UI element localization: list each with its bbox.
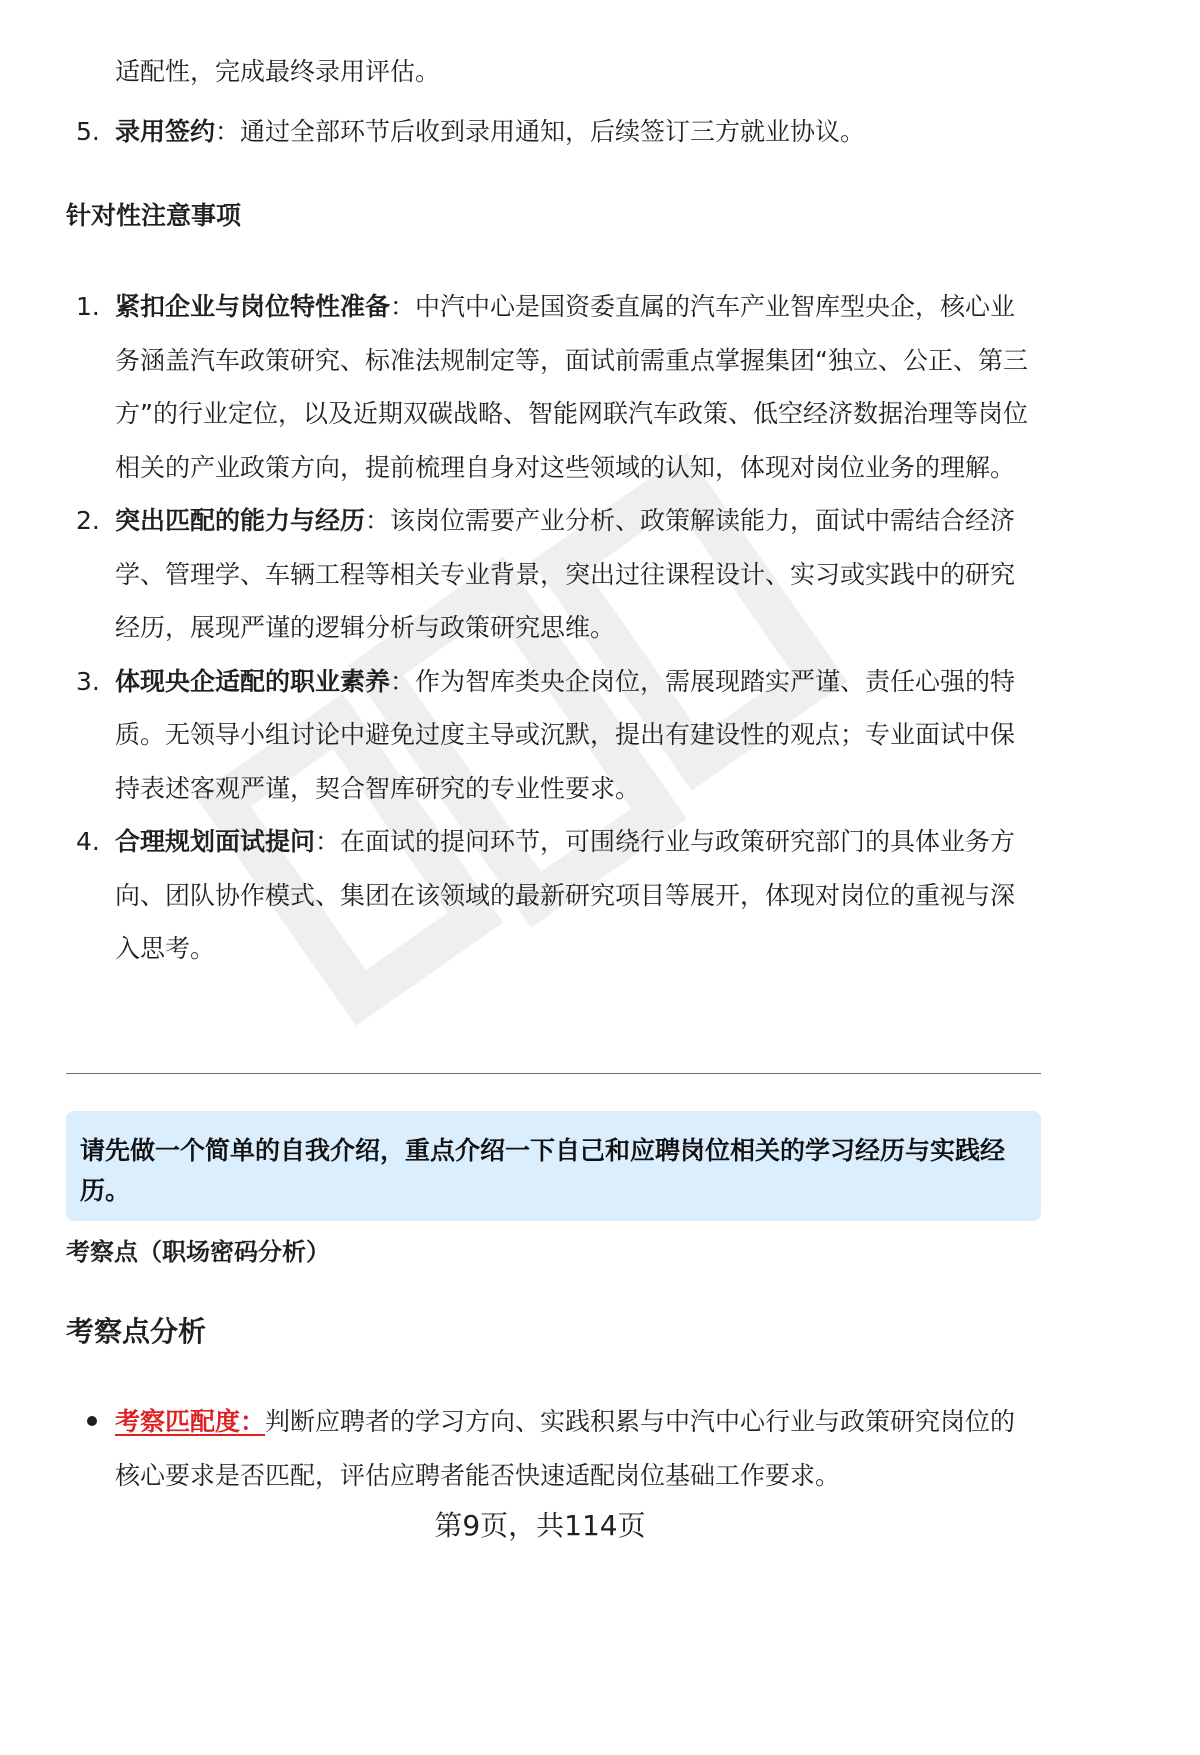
item-number: 1.	[76, 292, 100, 321]
list-item	[0, 494, 1028, 655]
item-title: 录用签约	[115, 117, 216, 146]
item-title: 紧扣企业与岗位特性准备	[115, 292, 391, 321]
process-step-list	[0, 105, 1028, 159]
list-item	[0, 280, 1028, 494]
sub-heading: 考察点（职场密码分析）	[66, 1238, 330, 1266]
item-text: ：通过全部环节后收到录用通知，后续签订三方就业协议。	[215, 117, 866, 146]
list-item	[0, 815, 1028, 976]
item-title: 体现央企适配的职业素养	[115, 666, 391, 696]
section-divider	[66, 1073, 1041, 1074]
item-number: 2.	[76, 506, 100, 535]
page-number: 第9页，共114页	[434, 1509, 646, 1542]
item-title: 合理规划面试提问	[115, 827, 316, 856]
item-title: 突出匹配的能力与经历	[115, 506, 366, 535]
list-item	[0, 1395, 1028, 1502]
question-callout: 请先做一个简单的自我介绍，重点介绍一下自己和应聘岗位相关的学习经历与实践经历。	[66, 1111, 1041, 1221]
list-item	[0, 105, 1028, 159]
item-text: ：在面试的提问环节，可围绕行业与政策研究部门的具体业务方向、团队协作模式、集团在该领域的最新研究项目等展开，体现对岗位的重视与深入思考。	[115, 827, 1016, 963]
section-title: 针对性注意事项	[66, 201, 242, 230]
highlight-label: 考察匹配度：	[115, 1407, 266, 1436]
item-number: 4.	[76, 827, 100, 856]
bullet-icon	[87, 1416, 97, 1426]
item-text: ：作为智库类央企岗位，需展现踏实严谨、责任心强的特质。无领导小组讨论中避免过度主导或沉默，提出有建设性的观点；专业面试中保持表述客观严谨，契合智库研究的专业性要求。	[115, 666, 1016, 803]
list-item	[0, 655, 1028, 816]
notes-list	[0, 280, 1028, 976]
item-number: 5.	[76, 117, 100, 146]
item-text: ：该岗位需要产业分析、政策解读能力，面试中需结合经济学、管理学、车辆工程等相关专业背景，突出过往课程设计、实习或实践中的研究经历，展现严谨的逻辑分析与政策研究思维。	[115, 506, 1016, 642]
item-text: 判断应聘者的学习方向、实践积累与中汽中心行业与政策研究岗位的核心要求是否匹配，评估应聘者能否快速适配岗位基础工作要求。	[115, 1407, 1016, 1490]
analysis-list	[0, 1395, 1028, 1502]
item-text: ：中汽中心是国资委直属的汽车产业智库型央企，核心业务涵盖汽车政策研究、标准法规制定等，面试前需重点掌握集团“独立、公正、第三方”的行业定位，以及近期双碳战略、智能网联汽车政策、低空经济数据治理等岗位相关的产业政策方向，提前梳理自身对这些领域的认知，体现对岗位业务的理解。	[115, 292, 1028, 482]
analysis-heading: 考察点分析	[66, 1315, 207, 1348]
item-number: 3.	[76, 666, 100, 696]
continued-text: 适配性，完成最终录用评估。	[115, 57, 441, 86]
